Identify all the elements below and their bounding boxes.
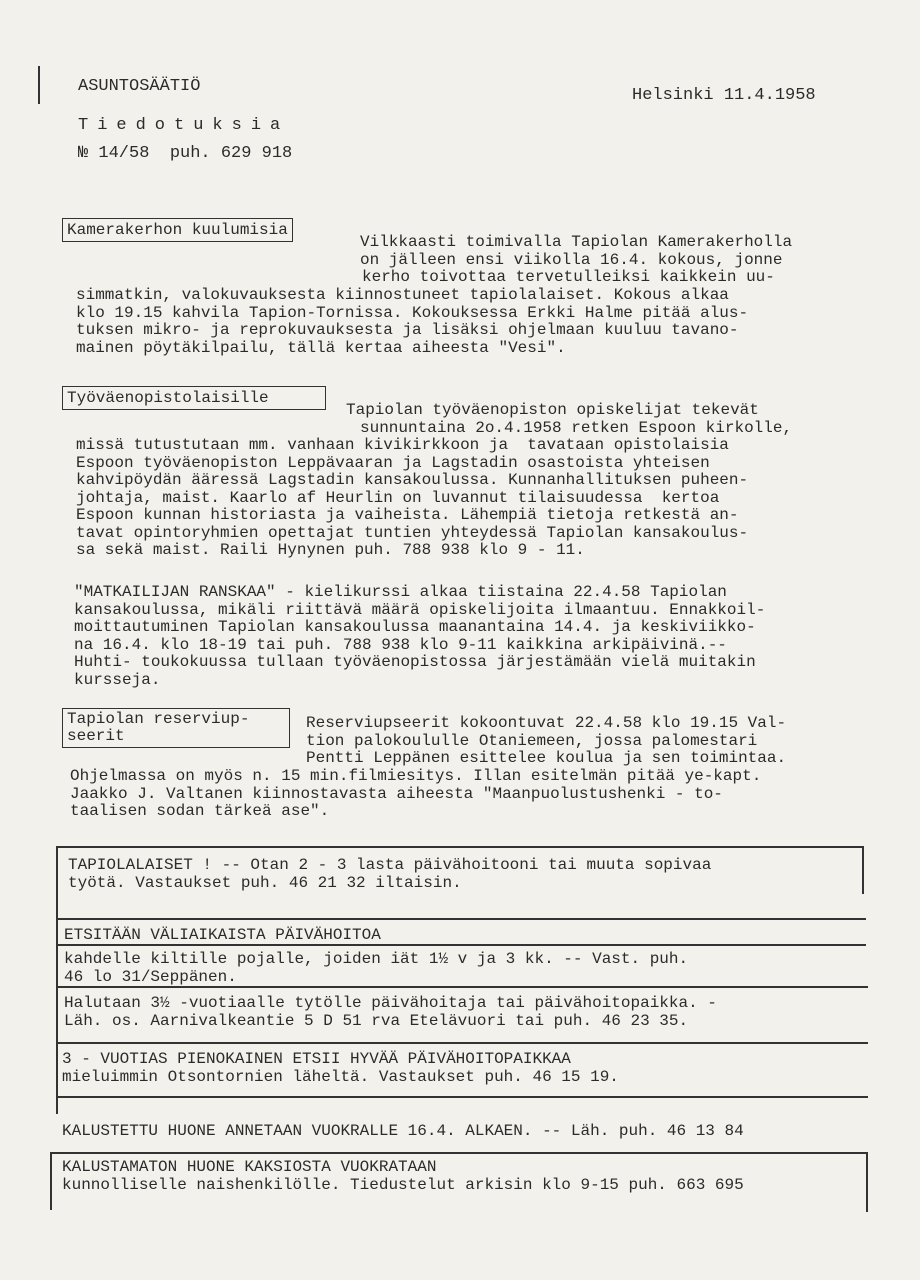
article-line: johtaja, maist. Kaarlo af Heurlin on luvannut tilaisuudessa kertoa [76, 488, 720, 507]
article-line: on jälleen ensi viikolla 16.4. kokous, jonne [360, 250, 783, 269]
article-line: simmatkin, valokuvauksesta kiinnostuneet tapiolalaiset. Kokous alkaa [76, 286, 729, 304]
article-camera-club-intro [360, 234, 792, 287]
article-line: Espoon kunnan historiasta ja vaiheista. Lähempiä tietoja retkestä an- [76, 506, 739, 524]
organization-name: ASUNTOSÄÄTIÖ [78, 77, 201, 96]
article-line: Huhti- toukokuussa tullaan työväenopistossa järjestämään vielä muitakin [74, 653, 756, 671]
article-line: missä tutustutaan mm. vanhaan kivikirkkoon ja tavataan opistolaisia [76, 436, 729, 454]
article-line: Espoon työväenopiston Leppävaaran ja Lagstadin osastoista yhteisen [76, 453, 710, 472]
article-line: tuksen mikro- ja reprokuvauksesta ja lisäksi ohjelmaan kuuluu tavano- [76, 321, 739, 339]
article-line: kursseja. [74, 670, 161, 689]
article-line: Pentti Leppänen esittelee koulua ja sen toimintaa. [306, 749, 787, 767]
article-line: sa sekä maist. Raili Hynynen puh. 788 938 klo 9 - 11. [76, 541, 585, 559]
article-line: sunnuntaina 2o.4.1958 retken Espoon kirkolle, [360, 418, 793, 437]
article-line: klo 19.15 kahvila Tapion-Tornissa. Kokouksessa Erkki Halme pitää alus- [76, 303, 749, 322]
margin-mark [38, 66, 40, 104]
bulletin-title: Tiedotuksia [78, 116, 290, 135]
article-title-reserve-officers: Tapiolan reserviup- seerit [62, 708, 290, 748]
article-line: mainen pöytäkilpailu, tällä kertaa aiheesta "Vesi". [76, 338, 566, 357]
ad-line: KALUSTETTU HUONE ANNETAAN VUOKRALLE 16.4. ALKAEN. -- Läh. puh. 46 13 84 [62, 1122, 744, 1140]
article-line: "MATKAILIJAN RANSKAA" - kielikurssi alkaa tiistaina 22.4.58 Tapiolan [74, 583, 727, 601]
article-camera-club-body [76, 287, 748, 357]
bulletin-number: № 14/58 puh. 629 918 [78, 144, 293, 163]
article-line: moittautuminen Tapiolan kansakoulussa maanantaina 14.4. ja keskiviikko- [74, 618, 756, 636]
place-and-date: Helsinki 11.4.1958 [632, 86, 816, 105]
article-line: kahvipöydän ääressä Lagstadin kansakoulussa. Kunnanhallituksen puheen- [76, 471, 749, 489]
article-line: Jaakko J. Valtanen kiinnostavasta aiheesta "Maanpuolustushenki - to- [70, 784, 723, 803]
ad-furnished-room [62, 1122, 744, 1140]
ad-toddler-daycare [62, 1050, 619, 1086]
article-line: taalisen sodan tärkeä ase". [70, 802, 330, 820]
article-line: Tapiolan työväenopiston opiskelijat tekevät [346, 401, 759, 419]
article-line: kerho toivottaa tervetulleiksi kaikkein uu- [362, 268, 775, 286]
article-line: Ohjelmassa on myös n. 15 min.filmiesitys. Illan esitelmän pitää ye-kapt. [70, 767, 762, 785]
ad-line: Läh. os. Aarnivalkeantie 5 D 51 rva Etelävuori tai puh. 46 23 35. [64, 1012, 689, 1030]
ad-line: ETSITÄÄN VÄLIAIKAISTA PÄIVÄHOITOA [64, 926, 381, 944]
ad-temporary-daycare [64, 926, 688, 986]
ad-line: kahdelle kiltille pojalle, joiden iät 1½ v ja 3 kk. -- Vast. puh. [64, 950, 689, 968]
article-line: na 16.4. klo 18-19 tai puh. 788 938 klo 9-11 kaikkina arkipäivinä.-- [74, 635, 727, 654]
article-workers-institute-intro [346, 402, 792, 437]
ad-line: 3 - VUOTIAS PIENOKAINEN ETSII HYVÄÄ PÄIVÄHOITOPAIKKAA [62, 1050, 571, 1068]
ad-unfurnished-room [62, 1158, 744, 1194]
article-title-camera-club: Kamerakerhon kuulumisia [62, 218, 293, 242]
ad-line: KALUSTAMATON HUONE KAKSIOSTA VUOKRATAAN [62, 1158, 437, 1176]
article-line: kansakoulussa, mikäli riittävä määrä opiskelijoita ilmaantuu. Ennakkoil- [74, 600, 766, 619]
ad-line: Halutaan 3½ -vuotiaalle tytölle päivähoitaja tai päivähoitopaikka. - [64, 994, 717, 1012]
article-line: tavat opintoryhmien opettajat tuntien yhteydessä Tapiolan kansakoulus- [76, 523, 749, 542]
article-line: Reserviupseerit kokoontuvat 22.4.58 klo 19.15 Val- [306, 714, 787, 732]
ad-line: 46 lo 31/Seppänen. [64, 968, 237, 986]
article-title-workers-institute: Työväenopistolaisille [62, 386, 326, 410]
article-reserve-officers-body [70, 768, 761, 821]
article-workers-institute-body [76, 437, 748, 560]
ad-childcare-offer [68, 856, 711, 892]
article-line: tion palokoululle Otaniemeen, jossa palomestari [306, 731, 758, 750]
article-line: Vilkkaasti toimivalla Tapiolan Kamerakerholla [360, 233, 793, 251]
ad-daycare-wanted [64, 994, 717, 1030]
ad-line: mieluimmin Otsontornien läheltä. Vastaukset puh. 46 15 19. [62, 1068, 619, 1086]
ad-line: työtä. Vastaukset puh. 46 21 32 iltaisin. [68, 874, 462, 892]
ad-line: kunnolliselle naishenkilölle. Tiedustelut arkisin klo 9-15 puh. 663 695 [62, 1176, 744, 1194]
ad-line: TAPIOLALAISET ! -- Otan 2 - 3 lasta päivähoitooni tai muuta sopivaa [68, 856, 712, 874]
article-reserve-officers-intro [306, 715, 786, 768]
article-french-course [74, 584, 765, 689]
